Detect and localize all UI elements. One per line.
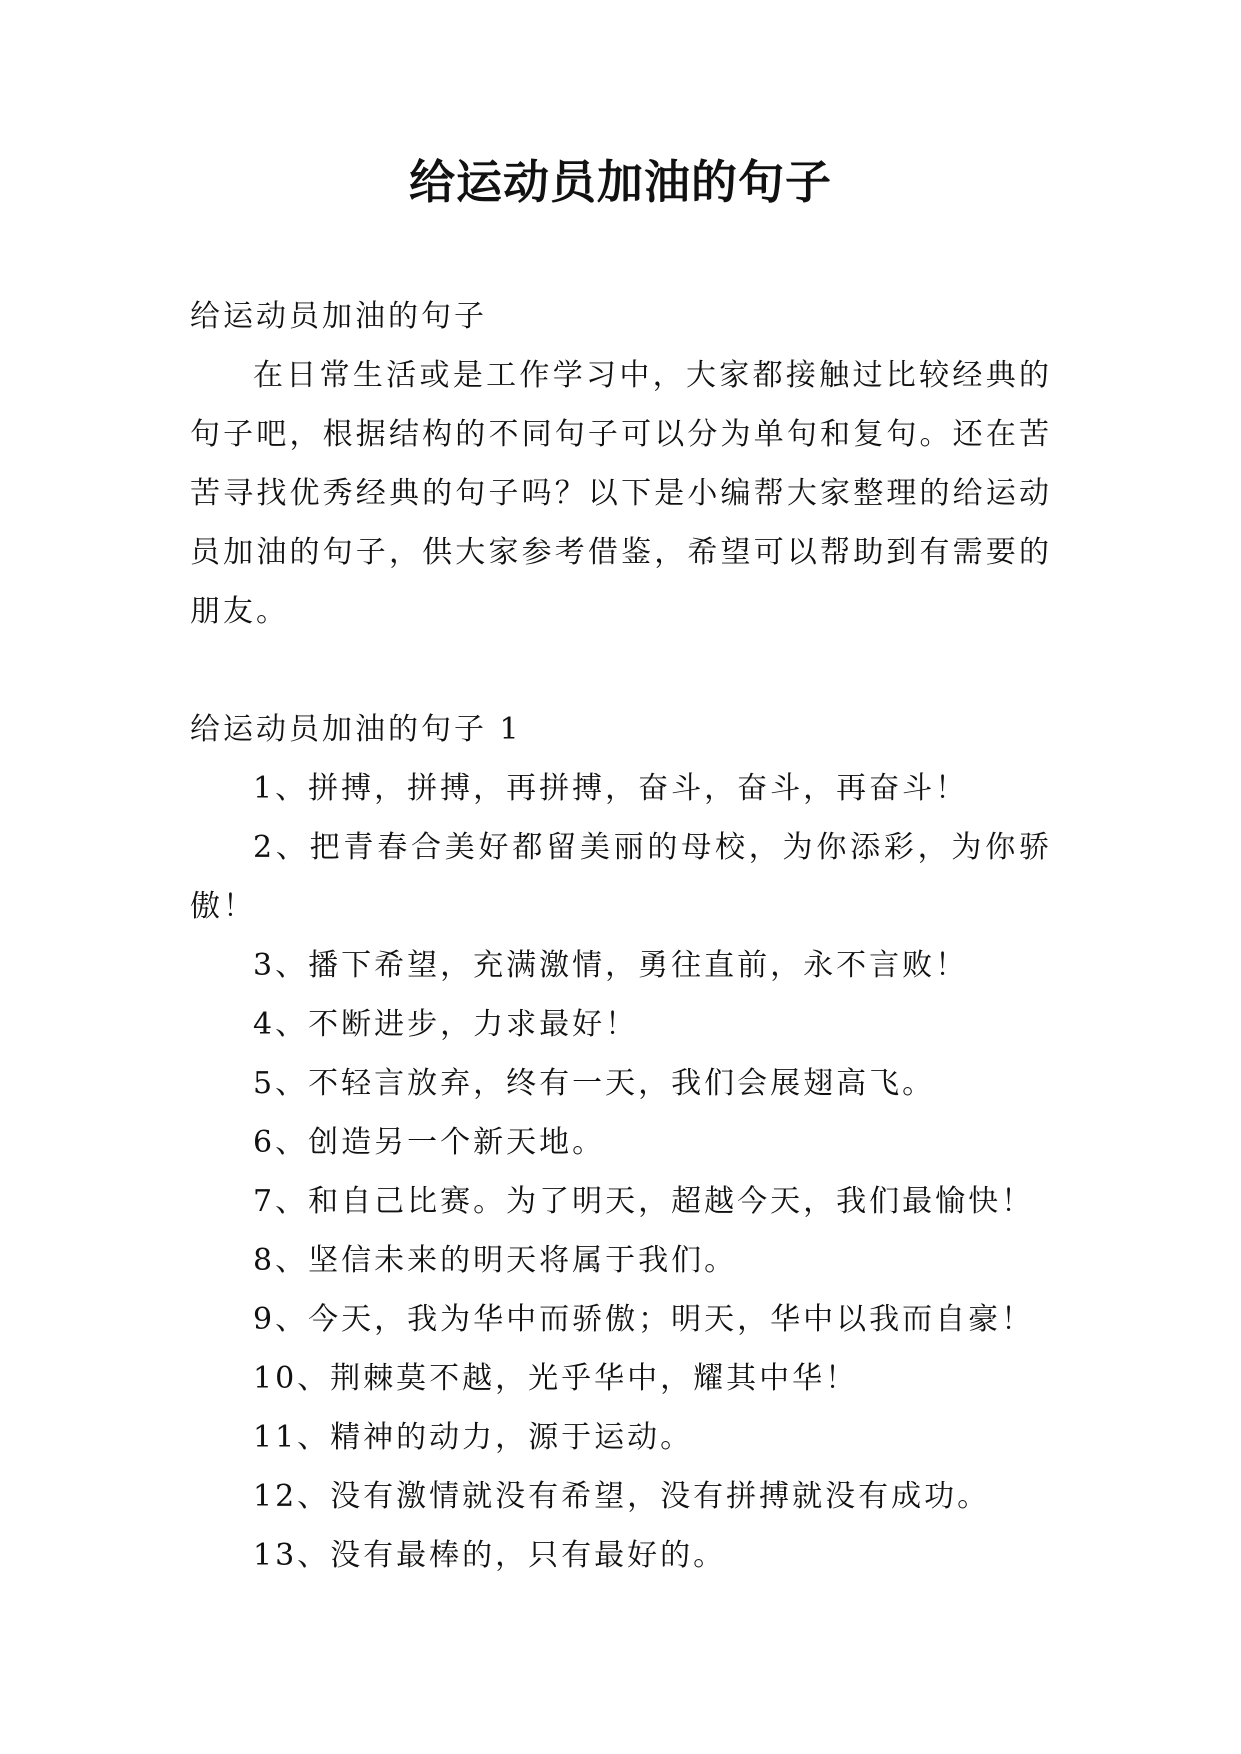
list-item: 1、拼搏，拼搏，再拼搏，奋斗，奋斗，再奋斗！ xyxy=(253,771,969,806)
subtitle: 给运动员加油的句子 xyxy=(190,299,487,334)
list-item: 13、没有最棒的，只有最好的。 xyxy=(253,1538,727,1573)
list-item: 6、创造另一个新天地。 xyxy=(253,1125,606,1160)
list-item: 5、不轻言放弃，终有一天，我们会展翅高飞。 xyxy=(253,1066,936,1101)
intro-paragraph: 在日常生活或是工作学习中，大家都接触过比较经典的句子吧，根据结构的不同句子可以分为单句和复句。还在苦苦寻找优秀经典的句子吗？以下是小编帮大家整理的给运动员加油的句子，供大家参考借鉴，希望可以帮助到有需要的朋友。 xyxy=(190,358,1052,629)
list-item: 3、播下希望，充满激情，勇往直前，永不言败！ xyxy=(253,948,969,983)
document-body xyxy=(190,287,1052,1585)
list-item: 2、把青春合美好都留美丽的母校，为你添彩，为你骄傲！ xyxy=(190,830,1052,924)
list-item: 10、荆棘莫不越，光乎华中，耀其中华！ xyxy=(253,1361,859,1396)
document-title: 给运动员加油的句子 xyxy=(409,155,832,209)
list-item: 8、坚信未来的明天将属于我们。 xyxy=(253,1243,738,1278)
paragraph-spacer xyxy=(190,641,1052,700)
list-item: 4、不断进步，力求最好！ xyxy=(253,1007,639,1042)
list-item: 7、和自己比赛。为了明天，超越今天，我们最愉快！ xyxy=(253,1184,1035,1219)
section-heading: 给运动员加油的句子 1 xyxy=(190,712,522,747)
list-item: 12、没有激情就没有希望，没有拼搏就没有成功。 xyxy=(253,1479,991,1514)
list-item: 11、精神的动力，源于运动。 xyxy=(253,1420,694,1455)
list-item: 9、今天，我为华中而骄傲；明天，华中以我而自豪！ xyxy=(253,1302,1035,1337)
